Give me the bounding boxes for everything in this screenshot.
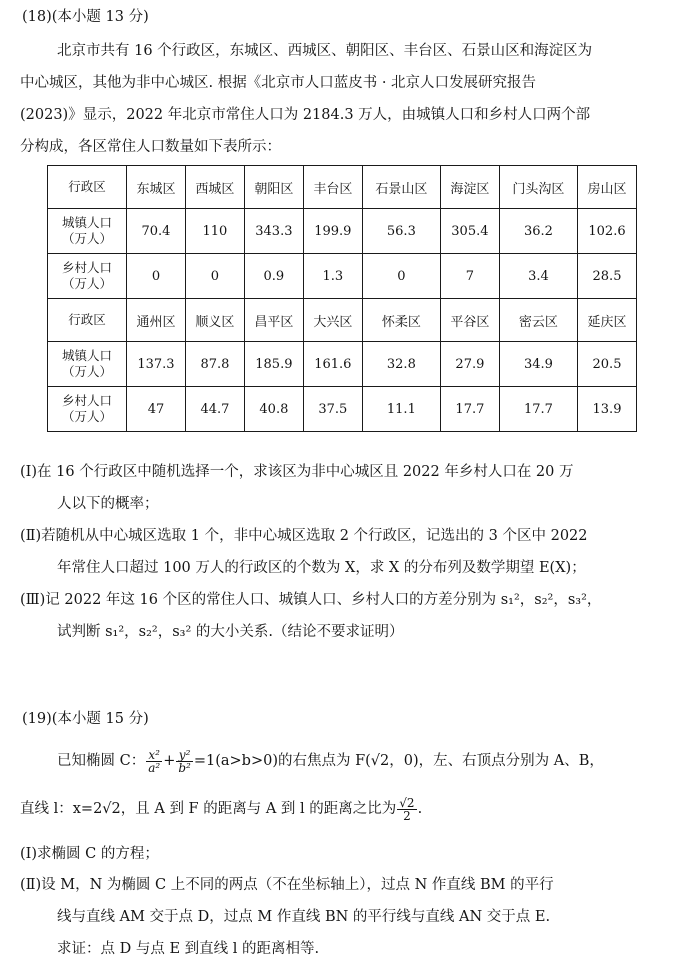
district-cell: 石景山区 xyxy=(362,166,440,209)
urban-cell: 34.9 xyxy=(499,342,577,387)
q18-part2-line-2: 年常住人口超过 100 万人的行政区的个数为 X，求 X 的分布列及数学期望 E(X)； xyxy=(57,560,586,576)
q19-text: 已知椭圆 C： xyxy=(57,753,146,769)
label-unit: （万人） xyxy=(61,364,112,379)
q18-part1-line-1: (Ⅰ)在 16 个行政区中随机选择一个，求该区为非中心城区且 2022 年乡村人口在 20 万 xyxy=(20,464,574,480)
district-cell: 海淀区 xyxy=(440,166,499,209)
urban-cell: 343.3 xyxy=(244,209,303,254)
table-row xyxy=(48,254,637,299)
label-unit: （万人） xyxy=(61,276,112,291)
q19-header: (19)(本小题 15 分) xyxy=(22,711,149,727)
district-cell: 大兴区 xyxy=(303,299,362,342)
rural-cell: 13.9 xyxy=(577,387,636,432)
q18-part3-line-2: 试判断 s₁²，s₂²，s₃² 的大小关系.（结论不要求证明） xyxy=(57,624,404,640)
q19-text: =1(a>b>0)的右焦点为 F(√2，0)，左、右顶点分别为 A、B， xyxy=(193,753,604,769)
label-line: 城镇人口 xyxy=(61,348,112,363)
district-cell: 昌平区 xyxy=(244,299,303,342)
rural-cell: 7 xyxy=(440,254,499,299)
fraction-y xyxy=(176,749,193,774)
urban-cell: 87.8 xyxy=(185,342,244,387)
label-unit: （万人） xyxy=(61,231,112,246)
urban-cell: 110 xyxy=(185,209,244,254)
fraction-numerator: y² xyxy=(176,749,193,762)
q19-part2-line-1: (Ⅱ)设 M，N 为椭圆 C 上不同的两点（不在坐标轴上），过点 N 作直线 BM 的平行 xyxy=(20,877,554,893)
urban-cell: 56.3 xyxy=(362,209,440,254)
table-row xyxy=(48,342,637,387)
plus-sign: + xyxy=(163,753,176,769)
rural-cell: 0 xyxy=(127,254,186,299)
district-cell: 怀柔区 xyxy=(362,299,440,342)
urban-cell: 199.9 xyxy=(303,209,362,254)
district-cell: 门头沟区 xyxy=(499,166,577,209)
q19-text: 直线 l：x=2√2，且 A 到 F 的距离与 A 到 l 的距离之比为 xyxy=(20,801,397,817)
district-cell: 朝阳区 xyxy=(244,166,303,209)
q19-line-1 xyxy=(57,746,604,776)
label-unit: （万人） xyxy=(61,409,112,424)
rural-cell: 37.5 xyxy=(303,387,362,432)
row-label-rural xyxy=(48,254,127,299)
q19-part2-line-2: 线与直线 AM 交于点 D，过点 M 作直线 BN 的平行线与直线 AN 交于点 E. xyxy=(57,909,551,925)
rural-cell: 17.7 xyxy=(499,387,577,432)
fraction-denominator: a² xyxy=(148,760,161,775)
urban-cell: 32.8 xyxy=(362,342,440,387)
rural-cell: 47 xyxy=(127,387,186,432)
fraction-ratio xyxy=(397,797,416,822)
q18-intro-line-1: 北京市共有 16 个行政区，东城区、西城区、朝阳区、丰台区、石景山区和海淀区为 xyxy=(57,43,593,59)
q19-text: . xyxy=(417,801,423,817)
q18-intro-line-4: 分构成，各区常住人口数量如下表所示： xyxy=(20,139,281,155)
q18-intro-line-2: 中心城区，其他为非中心城区. 根据《北京市人口蓝皮书 · 北京人口发展研究报告 xyxy=(20,75,537,91)
rural-cell: 3.4 xyxy=(499,254,577,299)
rural-cell: 44.7 xyxy=(185,387,244,432)
district-cell: 延庆区 xyxy=(577,299,636,342)
district-cell: 西城区 xyxy=(185,166,244,209)
fraction-numerator: x² xyxy=(146,749,162,762)
urban-cell: 70.4 xyxy=(127,209,186,254)
row-label-urban xyxy=(48,342,127,387)
fraction-denominator: 2 xyxy=(403,808,411,823)
label-line: 城镇人口 xyxy=(61,215,112,230)
fraction-numerator: √2 xyxy=(399,795,415,810)
q19-line-2 xyxy=(20,794,422,824)
district-cell: 房山区 xyxy=(577,166,636,209)
urban-cell: 27.9 xyxy=(440,342,499,387)
label-line: 乡村人口 xyxy=(61,393,112,408)
row-label-rural xyxy=(48,387,127,432)
rural-cell: 11.1 xyxy=(362,387,440,432)
rural-cell: 17.7 xyxy=(440,387,499,432)
q18-header: (18)(本小题 13 分) xyxy=(22,9,149,25)
table-row xyxy=(48,299,637,342)
rural-cell: 28.5 xyxy=(577,254,636,299)
row-label-urban xyxy=(48,209,127,254)
table-row xyxy=(48,166,637,209)
q18-part2-line-1: (Ⅱ)若随机从中心城区选取 1 个，非中心城区选取 2 个行政区，记选出的 3 个区中 2022 xyxy=(20,528,588,544)
urban-cell: 305.4 xyxy=(440,209,499,254)
q18-part1-line-2: 人以下的概率； xyxy=(57,496,159,512)
urban-cell: 36.2 xyxy=(499,209,577,254)
label-line: 乡村人口 xyxy=(61,260,112,275)
district-cell: 通州区 xyxy=(127,299,186,342)
district-cell: 平谷区 xyxy=(440,299,499,342)
rural-cell: 40.8 xyxy=(244,387,303,432)
district-cell: 丰台区 xyxy=(303,166,362,209)
fraction-denominator: b² xyxy=(178,760,191,775)
rural-cell: 0 xyxy=(362,254,440,299)
q19-part1: (Ⅰ)求椭圆 C 的方程； xyxy=(20,846,159,862)
district-cell: 密云区 xyxy=(499,299,577,342)
urban-cell: 161.6 xyxy=(303,342,362,387)
table-row xyxy=(48,209,637,254)
urban-cell: 185.9 xyxy=(244,342,303,387)
urban-cell: 137.3 xyxy=(127,342,186,387)
population-table xyxy=(47,165,637,432)
fraction-x xyxy=(146,749,162,774)
q19-part2-line-3: 求证：点 D 与点 E 到直线 l 的距离相等. xyxy=(57,941,320,957)
row-label-district: 行政区 xyxy=(48,299,127,342)
district-cell: 东城区 xyxy=(127,166,186,209)
row-label-district: 行政区 xyxy=(48,166,127,209)
q18-intro-line-3: (2023)》显示，2022 年北京市常住人口为 2184.3 万人，由城镇人口和乡村人口两个部 xyxy=(20,107,591,123)
rural-cell: 1.3 xyxy=(303,254,362,299)
urban-cell: 20.5 xyxy=(577,342,636,387)
q18-part3-line-1: (Ⅲ)记 2022 年这 16 个区的常住人口、城镇人口、乡村人口的方差分别为 s₁²，s₂²，s₃²， xyxy=(20,592,602,608)
rural-cell: 0.9 xyxy=(244,254,303,299)
rural-cell: 0 xyxy=(185,254,244,299)
district-cell: 顺义区 xyxy=(185,299,244,342)
table-row xyxy=(48,387,637,432)
urban-cell: 102.6 xyxy=(577,209,636,254)
